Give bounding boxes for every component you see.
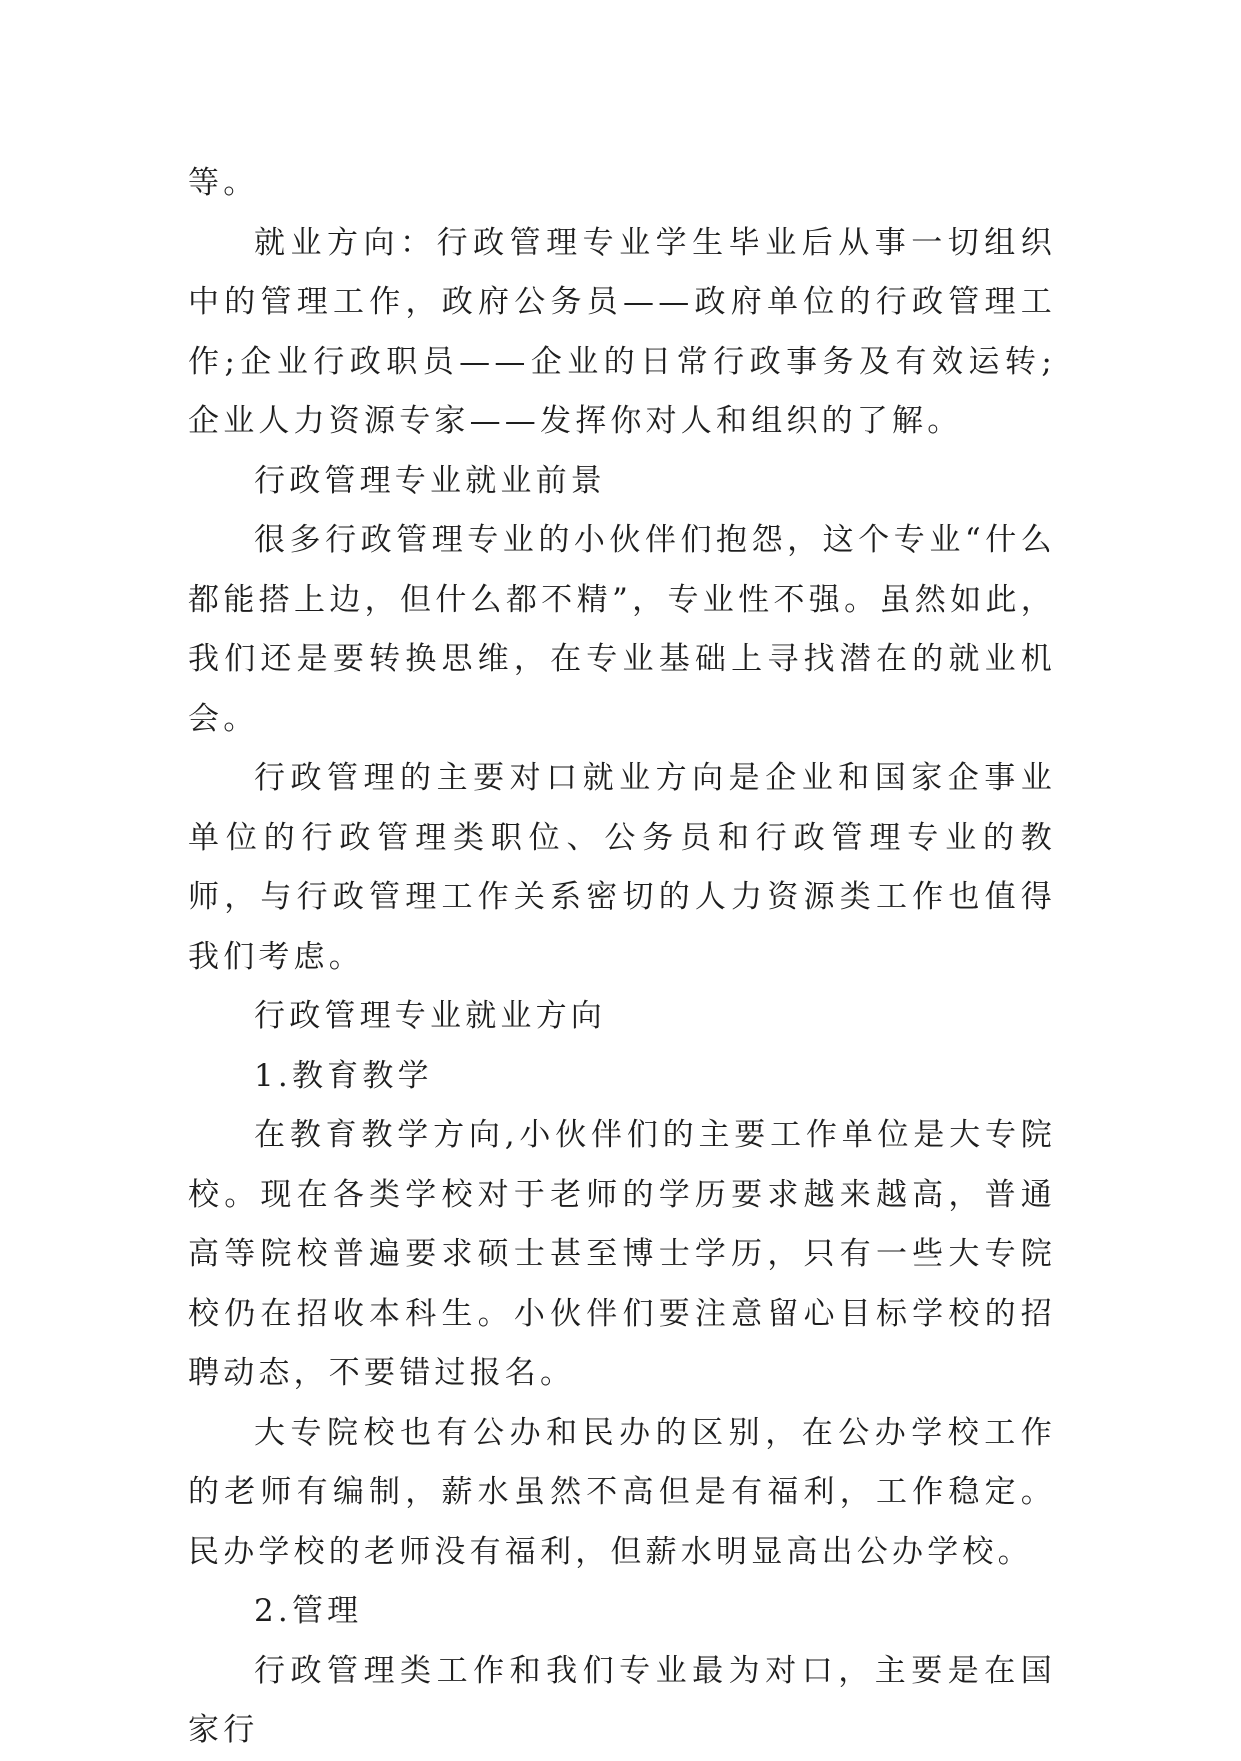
- subsection-heading: 2.管理: [254, 1593, 363, 1629]
- paragraph: 就业方向：行政管理专业学生毕业后从事一切组织中的管理工作，政府公务员——政府单位的行政管理工作;企业行政职员——企业的日常行政事务及有效运转;企业人力资源专家——发挥你对人和组织的了解。: [188, 224, 1056, 439]
- subsection-heading: 1.教育教学: [254, 1057, 433, 1094]
- section-heading: 行政管理专业就业前景: [254, 462, 606, 499]
- paragraph: 在教育教学方向,小伙伴们的主要工作单位是大专院校。现在各类学校对于老师的学历要求越来越高，普通高等院校普遍要求硕士甚至博士学历，只有一些大专院校仍在招收本科生。小伙伴们要注意留心目标学校的招聘动态，不要错过报名。: [188, 1117, 1056, 1391]
- paragraph: 行政管理类工作和我们专业最为对口，主要是在国家行: [188, 1652, 1056, 1748]
- document-body: [188, 154, 1056, 1761]
- paragraph: 等。: [188, 165, 259, 201]
- section-heading: 行政管理专业就业方向: [254, 998, 606, 1034]
- paragraph: 很多行政管理专业的小伙伴们抱怨，这个专业“什么都能搭上边，但什么都不精”，专业性不强。虽然如此，我们还是要转换思维，在专业基础上寻找潜在的就业机会。: [188, 522, 1056, 737]
- paragraph: 大专院校也有公办和民办的区别，在公办学校工作的老师有编制，薪水虽然不高但是有福利，工作稳定。民办学校的老师没有福利，但薪水明显高出公办学校。: [188, 1414, 1056, 1570]
- paragraph: 行政管理的主要对口就业方向是企业和国家企事业单位的行政管理类职位、公务员和行政管理专业的教师，与行政管理工作关系密切的人力资源类工作也值得我们考虑。: [188, 760, 1056, 975]
